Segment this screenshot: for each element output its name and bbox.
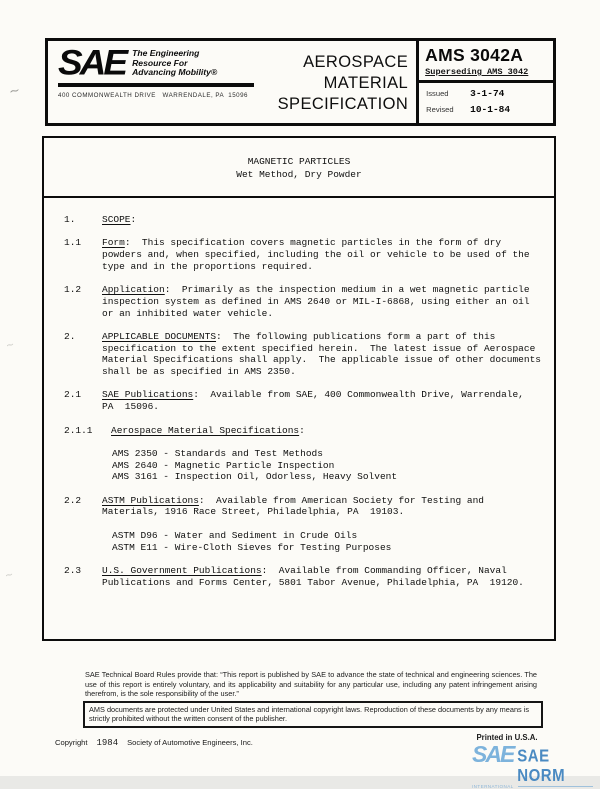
sae-logo: SAE bbox=[58, 43, 126, 82]
section-heading: Aerospace Material Specifications bbox=[111, 424, 300, 436]
spec-paragraph bbox=[64, 495, 544, 518]
section-body-line: powders and, when specified, including the oil or vehicle to be used of the bbox=[102, 249, 530, 261]
section-heading-line: Aerospace Material Specifications: bbox=[111, 424, 305, 436]
section-text bbox=[102, 389, 544, 412]
section-heading-line: ASTM Publications: Available from American Society for Testing and bbox=[102, 494, 484, 506]
section-body-line: Materials, 1916 Race Street, Philadelphia, PA 19103. bbox=[102, 506, 405, 518]
sae-norm-label: SAE NORM bbox=[517, 746, 566, 786]
header bbox=[45, 38, 556, 126]
section-body-line: PA 15096. bbox=[102, 401, 160, 413]
section-heading-line: APPLICABLE DOCUMENTS: The following publications form a part of this bbox=[102, 330, 496, 342]
section-heading: U.S. Government Publications bbox=[102, 564, 262, 576]
tagline-line: The Engineering bbox=[132, 48, 200, 58]
spec-body bbox=[44, 198, 554, 588]
reference-item: AMS 2350 - Standards and Test Methods bbox=[112, 447, 323, 459]
spec-paragraph bbox=[64, 389, 544, 412]
section-body-line: or an inhibited water vehicle. bbox=[102, 307, 274, 319]
reference-list bbox=[112, 448, 544, 483]
section-text bbox=[111, 425, 544, 437]
copyright-year: 1984 bbox=[96, 738, 119, 748]
section-text bbox=[102, 495, 544, 518]
spec-paragraph bbox=[64, 237, 544, 272]
doc-type-line: MATERIAL bbox=[323, 74, 409, 92]
section-heading: SCOPE bbox=[102, 214, 131, 225]
publisher-address: 400 COMMONWEALTH DRIVE WARRENDALE, PA 15096 bbox=[58, 92, 248, 99]
spec-paragraph bbox=[64, 565, 544, 588]
document-type-title bbox=[278, 41, 417, 123]
section-number: 2.3 bbox=[64, 564, 82, 576]
reference-item: AMS 2640 - Magnetic Particle Inspection bbox=[112, 459, 335, 471]
board-rules-note: SAE Technical Board Rules provide that: “This report is published by SAE to advance the state of technical and engineering sciences. The use of this report is entirely voluntary, and its applicability and suitability for any particular use, including any patent infringement arising therefrom, is the sole responsibility of the user.” bbox=[85, 670, 537, 699]
issued-label: Issued bbox=[426, 89, 449, 98]
section-body-line: type and in the proportions required. bbox=[102, 260, 313, 272]
tagline-line: Advancing Mobility® bbox=[132, 67, 218, 78]
copyright-protection-box: AMS documents are protected under United States and international copyright laws. Reproduction of these documents by any means is strictly prohibited without the written consent of the publisher. bbox=[83, 701, 543, 728]
sae-norm-watermark bbox=[472, 743, 597, 789]
spec-title bbox=[44, 138, 554, 181]
section-body-line: inspection system as defined in AMS 2640 or MIL-I-6868, using either an oil bbox=[102, 295, 530, 307]
section-text bbox=[102, 565, 544, 588]
section-number: 2.1 bbox=[64, 389, 82, 401]
section-text bbox=[102, 284, 544, 319]
section-heading-line: Application: Primarily as the inspection medium in a wet magnetic particle bbox=[102, 284, 530, 296]
copyright-line bbox=[55, 738, 253, 748]
section-heading: SAE Publications bbox=[102, 389, 194, 401]
section-heading-line: Form: This specification covers magnetic particles in the form of dry bbox=[102, 237, 502, 249]
sae-norm-brand-icon: SAE bbox=[472, 741, 514, 767]
section-body-line: Publications and Forms Center, 5801 Tabor Avenue, Philadelphia, PA 19120. bbox=[102, 576, 524, 588]
section-text bbox=[102, 331, 544, 378]
revised-date: 10-1-84 bbox=[470, 104, 511, 115]
doc-type-line: SPECIFICATION bbox=[277, 95, 409, 113]
section-body-line: specification to the extent specified herein. The latest issue of Aerospace bbox=[102, 342, 536, 354]
section-heading: APPLICABLE DOCUMENTS bbox=[102, 330, 217, 342]
tagline-line: Resource For bbox=[132, 57, 188, 68]
sae-tagline bbox=[132, 49, 217, 78]
section-number: 1. bbox=[64, 214, 76, 225]
issued-date: 3-1-74 bbox=[470, 88, 505, 99]
section-heading-line: U.S. Government Publications: Available from Commanding Officer, Naval bbox=[102, 564, 507, 576]
spec-title-line1: MAGNETIC PARTICLES bbox=[247, 156, 351, 167]
section-body-line: Material Specifications shall apply. The applicable issue of other documents bbox=[102, 354, 541, 366]
revised-label: Revised bbox=[426, 105, 454, 114]
spec-paragraph bbox=[64, 331, 544, 378]
section-number: 1.1 bbox=[64, 237, 82, 249]
section-number: 2.1.1 bbox=[64, 424, 93, 436]
document-number-block bbox=[416, 41, 553, 123]
reference-item: ASTM D96 - Water and Sediment in Crude Oils bbox=[112, 529, 358, 541]
superseding-note: Superseding AMS 3042 bbox=[425, 67, 529, 77]
section-number: 2.2 bbox=[64, 494, 82, 506]
logo-underline-bar bbox=[58, 83, 254, 87]
section-heading: Application bbox=[102, 284, 165, 296]
pencil-mark: ∼ bbox=[7, 82, 22, 99]
copyright-label: Copyright bbox=[55, 738, 88, 747]
reference-item: AMS 3161 - Inspection Oil, Odorless, Heavy Solvent bbox=[112, 471, 398, 483]
section-number: 2. bbox=[64, 330, 76, 342]
section-heading: ASTM Publications bbox=[102, 494, 199, 506]
specification-body-box bbox=[42, 136, 556, 641]
spec-paragraph bbox=[64, 214, 544, 226]
spec-paragraph bbox=[64, 284, 544, 319]
revised-row bbox=[419, 99, 553, 115]
section-body-line: shall be as specified in AMS 2350. bbox=[102, 366, 296, 378]
issued-row bbox=[419, 83, 553, 99]
doc-type-line: AEROSPACE bbox=[303, 53, 409, 71]
document-number: AMS 3042A bbox=[425, 45, 524, 65]
section-heading-line: SCOPE: bbox=[102, 214, 137, 225]
section-heading-line: SAE Publications: Available from SAE, 400 Commonwealth Drive, Warrendale, bbox=[102, 389, 524, 401]
reference-list bbox=[112, 530, 544, 553]
publisher-block bbox=[48, 41, 278, 123]
pencil-mark: ∼ bbox=[3, 569, 15, 582]
printed-in-usa: Printed in U.S.A. bbox=[476, 733, 538, 742]
reference-item: ASTM E11 - Wire-Cloth Sieves for Testing Purposes bbox=[112, 541, 392, 553]
spec-title-line2: Wet Method, Dry Powder bbox=[236, 168, 362, 180]
norm-divider-line bbox=[518, 786, 593, 787]
section-number: 1.2 bbox=[64, 284, 82, 296]
section-text bbox=[102, 214, 544, 226]
section-text bbox=[102, 237, 544, 272]
norm-sub-left: INTERNATIONAL bbox=[472, 784, 514, 789]
pencil-mark: ∼ bbox=[4, 339, 16, 352]
copyright-holder: Society of Automotive Engineers, Inc. bbox=[127, 738, 253, 747]
spec-paragraph bbox=[64, 425, 544, 437]
section-heading: Form bbox=[102, 237, 125, 249]
